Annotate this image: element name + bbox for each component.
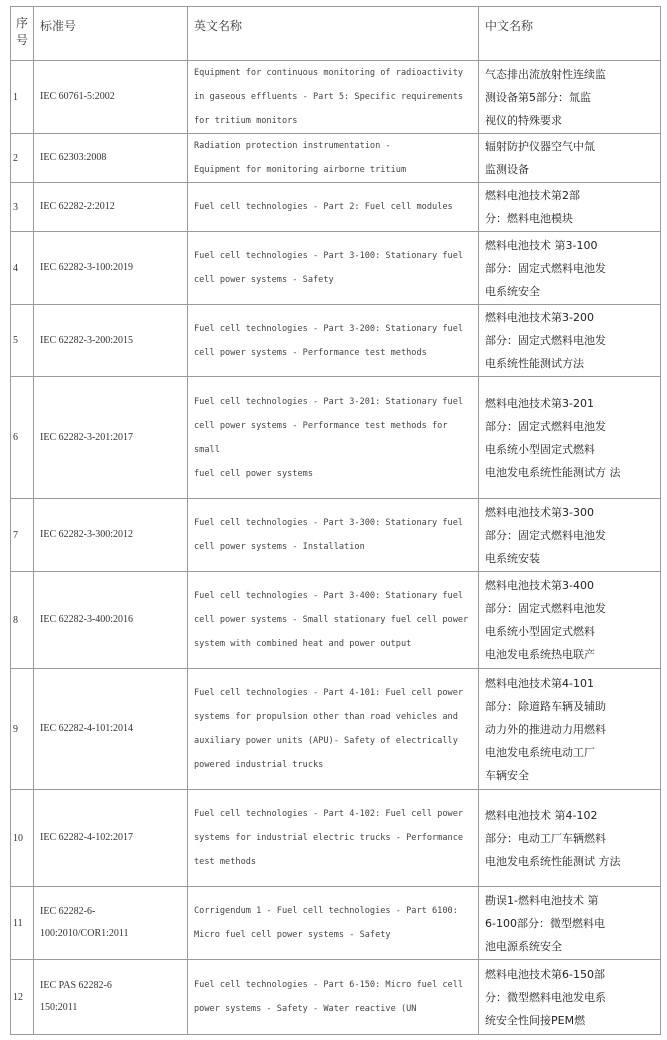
english-name: Radiation protection instrumentation - Equipment for monitoring airborne tritium — [188, 134, 479, 183]
standard-number: IEC 62282-3-100:2019 — [34, 232, 188, 305]
table-row — [11, 377, 661, 499]
table-row — [11, 183, 661, 232]
standard-number: IEC 62303:2008 — [34, 134, 188, 183]
standard-number: IEC 62282-3-300:2012 — [34, 499, 188, 572]
row-number: 7 — [11, 499, 34, 572]
table-row — [11, 887, 661, 960]
chinese-name: 气态排出流放射性连续监 测设备第5部分：氚监 视仪的特殊要求 — [479, 61, 661, 134]
chinese-name: 燃料电池技术 第3-100 部分：固定式燃料电池发 电系统安全 — [479, 232, 661, 305]
row-number: 8 — [11, 572, 34, 669]
table-row — [11, 960, 661, 1035]
english-name: Equipment for continuous monitoring of radioactivity in gaseous effluents - Part 5: Specific requirements for tritium monitors — [188, 61, 479, 134]
english-name: Fuel cell technologies - Part 3-200: Stationary fuel cell power systems - Performance test methods — [188, 305, 479, 377]
row-number: 2 — [11, 134, 34, 183]
chinese-name: 辐射防护仪器空气中氚 监测设备 — [479, 134, 661, 183]
row-number: 6 — [11, 377, 34, 499]
table-row — [11, 134, 661, 183]
standard-number: IEC 60761-5:2002 — [34, 61, 188, 134]
chinese-name: 燃料电池技术第3-200 部分：固定式燃料电池发 电系统性能测试方法 — [479, 305, 661, 377]
chinese-name: 燃料电池技术第6-150部 分：微型燃料电池发电系 统安全性间接PEM燃 — [479, 960, 661, 1035]
english-name: Fuel cell technologies - Part 6-150: Micro fuel cell power systems - Safety - Water reactive (UN — [188, 960, 479, 1035]
english-name: Fuel cell technologies - Part 4-101: Fuel cell power systems for propulsion other than road vehicles and auxiliary power units (APU)- Safety of electrically powered industrial trucks — [188, 669, 479, 790]
row-number: 10 — [11, 790, 34, 887]
table-row — [11, 669, 661, 790]
standard-number: IEC 62282-3-400:2016 — [34, 572, 188, 669]
row-number: 9 — [11, 669, 34, 790]
table-row — [11, 61, 661, 134]
chinese-name: 燃料电池技术第4-101 部分：除道路车辆及辅助 动力外的推进动力用燃料 电池发电系统电动工厂 车辆安全 — [479, 669, 661, 790]
header-row — [11, 7, 661, 61]
standard-number: IEC 62282-4-101:2014 — [34, 669, 188, 790]
standard-number: IEC 62282-4-102:2017 — [34, 790, 188, 887]
header-standard: 标准号 — [34, 7, 188, 61]
chinese-name: 燃料电池技术第3-400 部分：固定式燃料电池发 电系统小型固定式燃料 电池发电系统热电联产 — [479, 572, 661, 669]
row-number: 5 — [11, 305, 34, 377]
chinese-name: 燃料电池技术第3-201 部分：固定式燃料电池发 电系统小型固定式燃料 电池发电系统性能测试方 法 — [479, 377, 661, 499]
header-no: 序号 — [11, 7, 34, 61]
english-name: Fuel cell technologies - Part 3-100: Stationary fuel cell power systems - Safety — [188, 232, 479, 305]
english-name: Fuel cell technologies - Part 3-400: Stationary fuel cell power systems - Small stationary fuel cell power system with combined heat and power output — [188, 572, 479, 669]
english-name: Corrigendum 1 - Fuel cell technologies - Part 6100: Micro fuel cell power systems - Safety — [188, 887, 479, 960]
row-number: 4 — [11, 232, 34, 305]
row-number: 3 — [11, 183, 34, 232]
row-number: 11 — [11, 887, 34, 960]
table-row — [11, 232, 661, 305]
chinese-name: 燃料电池技术第2部 分：燃料电池模块 — [479, 183, 661, 232]
row-number: 12 — [11, 960, 34, 1035]
english-name: Fuel cell technologies - Part 3-201: Stationary fuel cell power systems - Performance test methods for small fuel cell power systems — [188, 377, 479, 499]
header-chinese: 中文名称 — [479, 7, 661, 61]
standard-number: IEC 62282-2:2012 — [34, 183, 188, 232]
english-name: Fuel cell technologies - Part 4-102: Fuel cell power systems for industrial electric trucks - Performance test methods — [188, 790, 479, 887]
table-row — [11, 499, 661, 572]
standard-number: IEC 62282-3-201:2017 — [34, 377, 188, 499]
header-english: 英文名称 — [188, 7, 479, 61]
standard-number: IEC 62282-6- 100:2010/COR1:2011 — [34, 887, 188, 960]
english-name: Fuel cell technologies - Part 2: Fuel cell modules — [188, 183, 479, 232]
standard-number: IEC PAS 62282-6 150:2011 — [34, 960, 188, 1035]
chinese-name: 勘误1-燃料电池技术 第 6-100部分：微型燃料电 池电源系统安全 — [479, 887, 661, 960]
standards-table — [10, 6, 661, 1035]
table-row — [11, 790, 661, 887]
table-row — [11, 572, 661, 669]
standard-number: IEC 62282-3-200:2015 — [34, 305, 188, 377]
row-number: 1 — [11, 61, 34, 134]
table-row — [11, 305, 661, 377]
english-name: Fuel cell technologies - Part 3-300: Stationary fuel cell power systems - Installation — [188, 499, 479, 572]
chinese-name: 燃料电池技术 第4-102 部分：电动工厂车辆燃料 电池发电系统性能测试 方法 — [479, 790, 661, 887]
chinese-name: 燃料电池技术第3-300 部分：固定式燃料电池发 电系统安装 — [479, 499, 661, 572]
